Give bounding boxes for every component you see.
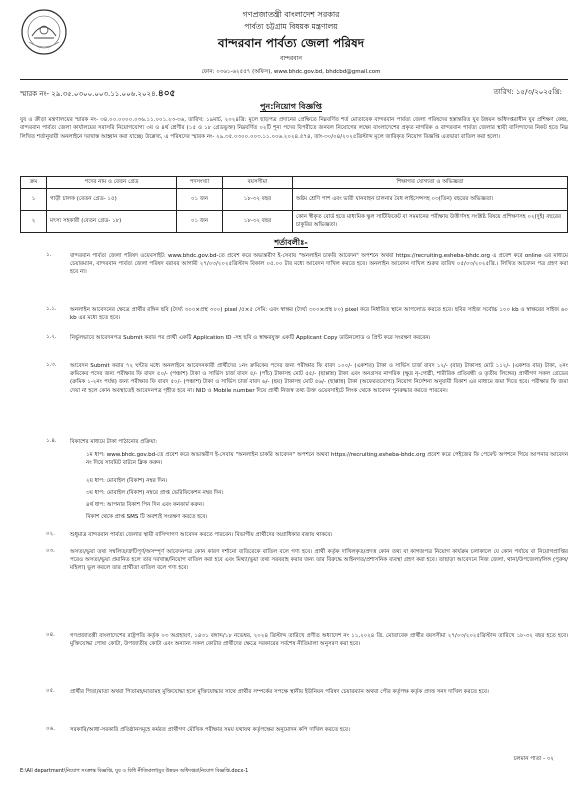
vacancy-table-header (21, 177, 568, 189)
condition-text: অনলাইন আবেদনের ক্ষেত্রে প্রার্থীর রঙ্গিন ছবি (দৈর্ঘ্য ৩০০×প্রস্থ ৩০০) pixel /৫×৫ সেমি: এবং স্বাক্ষর (দৈর্ঘ্য ৩০০×প্রস্থ ৮০) pixel করে নির্ধারিত স্থানে আপলোড করতে হবে। ছবির সাইজ সর্বোচ্চ ১০০ kb ও স্বাক্ষরের সাইজ ৬০ kb এর মধ্যে হতে হবে। (70, 307, 568, 322)
col-post: পদের নাম ও বেতন গ্রেড (47, 177, 177, 189)
payment-step: ২য় ধাপ: মোবাইল (বিকাশ) নম্বর দিন। (86, 478, 168, 484)
condition-number: ০২. (46, 531, 55, 537)
condition-number: ০৩. (46, 548, 55, 554)
footer-file-path: E:\All department\নিয়োগ সংক্রান্ত বিজ্ঞপ্তি, যুব ও বিধি নীতিমালা\যুব উন্নয়ন অধিদপ্তর\নিয়োগ বিজ্ঞপ্তি.docx-1 (20, 768, 249, 774)
memo-date (494, 86, 562, 98)
payment-step: বিকাশ থেকে প্রাপ্ত SMS টি অবশ্যই সংরক্ষণ করতে হবে। (86, 514, 208, 520)
condition-number: ০৪. (46, 632, 55, 638)
condition-number: ১.২. (46, 334, 57, 340)
table-row: ২ মৎস্য সহকারী (বেতন গ্রেড- ১৮) ০১ জন ১৮-৩২ বছর কোন স্বীকৃত বোর্ড হতে মাধ্যমিক স্কুল সার্টিফিকেট বা সমমানের পরীক্ষায় উত্তীর্ণসহ সংশ্লিষ্ট বিষয়ে প্রশিক্ষণসহ ০২(দুই) বছরের চাকুরির অভিজ্ঞতা। (21, 211, 568, 233)
header-council: বান্দরবান পার্বত্য জেলা পরিষদ (217, 36, 365, 50)
header-location: বান্দরবান (280, 55, 302, 62)
condition-text: বান্দরবান পার্বত্য জেলা পরিষদ ওয়েবসাইট: www.bhdc.gov.bd-তে প্রবেশ করে অভ্যন্তরীণ ই-সেবায় "অনলাইন চাকরি আবেদন" অপশনে অথবা https://recruiting.esheba-bhdc.org এ প্রবেশ করে online এর মাধ্যমে চেয়ারম্যান, বান্দরবান পার্বত্য জেলা পরিষদ বরাবর আগামী ২৭/০৩/২০২৫খ্রিস্টাব্দ বিকাল ০৫.০০ টার মধ্যে আবেদন দাখিল করতে হবে। অনলাইন আবেদন দাখিল শুরুর তারিখ ০৫/০৩/২০২৫খ্রি.। লিখিত আবেদন পত্র গ্রহণ করা হবে না। (70, 253, 568, 276)
condition-text: আবেদন Submit করার ৭২ ঘন্টার মধ্যে অনলাইনে আবেদনকারী প্রার্থীদের ১নং ক্রমিকের পদের জন্য পরীক্ষার ফি বাবদ ১০০/- (একশত) টাকা ও সার্ভিস চার্জ বাবদ ১২/- (বার) টাকাসহ মোট ১১২/- (একশত বার) টাকা, ২নং ক্রমিকের পদের জন্য পরীক্ষার ফি বাবদ ৫০/- (পঞ্চাশ) টাকা ও সার্ভিস চার্জ বাবদ ৫/- (পাঁচ) টাকাসহ মোট ৫৫/- (ছাপ্পান্ন) টাকা এবং অনগ্রসর নাগরিক (ক্ষুদ্র নৃ-গোষ্ঠী, শারীরিক প্রতিবন্ধী ও তৃতীয় লিঙ্গের) প্রার্থীগণ সকল গ্রেডের (ক্রমিক ১-২নং পর্যন্ত) জন্য পরীক্ষার ফি বাবদ ৫০/- (পঞ্চাশ) টাকা ও সার্ভিস চার্জ বাবদ ৬/- (ছয়) টাকাসহ মোট ৫৬/- (ছাপ্পান্ন) টাকা (অফেরতযোগ্য) নিয়োগ নির্দেশনা অনুযায়ী বিকাশ এর মাধ্যমে জমা দিতে হবে। পরীক্ষার ফি জমা দেয়া না হলে কোন অবস্থাতেই আবেদনপত্র গৃহীত হবে না। NID ও Mobile number দিয়ে প্রার্থী নিজস্ব তথ্য উক্ত ওয়েবসাইটে লিংক থেকে আবেদন পুনরুদ্ধার করতে পারবেন। (70, 363, 568, 394)
col-count: পদসংখ্যা (177, 177, 223, 189)
col-serial: ক্রম (21, 177, 47, 189)
condition-text: সরকারি/আধা-সরকারি প্রতিষ্ঠানসমূহে কর্মরত প্রার্থীগণ মৌখিক পরীক্ষার সময় যথাযথ কর্তৃপক্ষের অনুমোদন কপি দাখিল করতে হবে। (70, 727, 350, 733)
memo-number (20, 86, 175, 101)
payment-step: ১ম ধাপ: www.bhdc.gov.bd-তে প্রবেশ করে অভ্যন্তরীণ ই-সেবায় "অনলাইন চাকরি আবেদন" অপশনে অথবা https://recruiting.esheba-bhdc.org প্রবেশ করে পেইজের ফি পেমেন্ট অপশনে গিয়ে আপনার আবেদন নং দিয়ে সাবমিট বাটনে ক্লিক করুন। (86, 452, 568, 467)
memo-handwritten-number: ৪০৫ (157, 89, 176, 99)
header-divider (20, 79, 568, 80)
condition-text: বিকাশের মাধ্যমে টাকা পাঠানোর প্রক্রিয়া: (70, 439, 158, 445)
intro-paragraph: যুব ও ক্রীড়া মন্ত্রণালয়ের স্মারক নং- ৩৪.০০.০০০০.০৩৬.১১.০০১.২৩-৩৬, তারিখ: ১৯মার্চ, ২০২৪খ্রি: মূলে ছাড়পত্র প্রদানের প্রেক্ষিতে নিম্নবর্ণিত শর্ত মোতাবেক বান্দরবান পার্বত্য জেলা পরিষদের হস্তান্তরিত যুব উন্নয়ন অধিদপ্তরাধীন যুব প্রশিক্ষণ কেন্দ্র, বান্দরবান পার্বত্য জেলা কার্যালয়ের সরাসরি নিয়োগযোগ্য ৩য় ও ৪র্থ শ্রেণীর (১৫ ও ১৮ গ্রেডভুক্ত) নিম্নবর্ণিত ০২টি শূন্য পদের বিপরীতে জনবল নিয়োগের লক্ষ্যে বাংলাদেশের প্রকৃত নাগরিক ও বান্দরবান পার্বত্য জেলার স্থায়ী বাসিন্দাদের নিকট হতে নিম্ন লিখিত শর্তানুযায়ী অনলাইনে দরখাস্ত আহ্বান করা যাচ্ছে। উল্লেখ্য, এ পরিষদের স্মারক নং- ২৯.৩৫.০৩০০.০০৩.১১.০০৬.২০২৪.৫৭৪, তাং-৩০/০৪/২০২৫খ্রিস্টাব্দ মূলে জারিকৃত নিয়োগ বিজ্ঞপ্তি এতদ্বারা বাতিল করা হলো। (20, 117, 568, 140)
conditions-title: শর্তাবলীঃ- (274, 238, 308, 247)
date-label: তারিখ: (493, 88, 514, 96)
condition-number: ১.৪. (46, 438, 57, 444)
condition-number: ১.১. (46, 306, 57, 312)
header-contact: ফোন: ০৩৬১-৬২৫৫৭ (অফিস), www.bhdc.gov.bd, bhdcbd@gmail.com (201, 69, 381, 75)
col-age: বয়সসীমা (223, 177, 293, 189)
condition-number: ০৬. (46, 726, 55, 732)
payment-step: ৪র্থ ধাপ: আপনার বিকাশ পিন দিন এবং কনফার্ম করুন। (86, 502, 204, 508)
notice-title: পুন:নিয়োগ বিজ্ঞপ্তি (259, 102, 322, 111)
payment-step: ৩য় ধাপ: মোবাইল (বিকাশ) নম্বরে প্রাপ্ত ভেরিফিকেশন নম্বর দিন। (86, 490, 224, 496)
table-row: ১ গাড়ী চালক (বেতন গ্রেড- ১৫) ০১ জন ১৮-৩২ বছর অষ্টম শ্রেণি পাশ এবং ভারী যানবাহন চালনার বৈধ লাইসেন্সসহ ০৩(তিন) বছরের অভিজ্ঞতা। (21, 189, 568, 211)
condition-text: অসত্য/ভুয়া তথ্য সম্বলিত/ত্রুটিপূর্ণ/অসম্পূর্ণ আবেদনপত্র কোন কারণ দর্শানো ব্যতিরেকে বাতিল বলে গণ্য হবে। প্রার্থী কর্তৃক দাখিলকৃত/প্রদত্ত কোন তথ্য বা কাগজপত্র নিয়োগ কার্যক্রম চলাকালে যে কোন পর্যায়ে বা নিয়োগপ্রাপ্তির পরেও অসত্য/ভুয়া প্রমানিত হলে তার দরখাস্ত/নিয়োগ বাতিল করা হবে এবং মিথ্যা/ভুয়া তথ্য সরবরাহ করার জন্য তার বিরুদ্ধে আইনগত/প্রশাসনিক ব্যবস্থা গ্রহণ করা হবে। তাছাড়া আবেদনে নিজ জেলা, থানা/উপজেলা/লিঙ্গ (পুরুষ/মহিলা) ভুল করলে তার প্রার্থীতা বাতিল বলে গণ্য হবে। (70, 549, 568, 572)
condition-text: নির্ভুলভাবে আবেদনপত্র Submit করার পর প্রার্থী একটি Application ID -সহ ছবি ও স্বাক্ষরযুক্ত একটি Applicant Copy ডাউনলোড ও প্রিন্ট করে সংরক্ষণ করবেন। (70, 335, 431, 341)
header-ministry: পার্বত্য চট্টগ্রাম বিষয়ক মন্ত্রণালয় (244, 22, 338, 31)
condition-text: গণপ্রজাতন্ত্রী বাংলাদেশের রাষ্ট্রপতি কর্তৃক ০৩ অগ্রহায়ণ, ১৪৩১ বঙ্গাব্দ/১৮ নভেম্বর, ২০২৪ খ্রিস্টাব্দ তারিখে প্রণীত অধ্যাদেশ নং ১১,২০২৪ খ্রি. মোতাবেক প্রার্থীর বয়সসীমা ২৭/০৩/২০২৫খ্রিস্টাব্দ তারিখে ১৮-৩২ বছর হতে হবে। মুক্তিযোদ্ধা পোষ্য কোটা, উপজাতীয় কোটা এবং অন্যান্য সকল কোটার প্রার্থীদের ক্ষেত্রে সরকারের সর্বশেষ নীতিমালা অনুসরণ করা হবে। (70, 633, 568, 648)
header-govt: গণপ্রজাতন্ত্রী বাংলাদেশ সরকার (242, 10, 340, 19)
date-value: ১৫/৩/২০২৫খ্রি: (515, 88, 562, 96)
condition-number: ১.৩. (46, 362, 57, 368)
condition-number: ০৫. (46, 688, 55, 694)
condition-text: শুধুমাত্র বান্দরবান পার্বত্য জেলার স্থায়ী বাসিন্দাগণ আবেদন করতে পারবেন। বিভাগীয় প্রার্থীদের অগ্রাধিকার বজায় থাকবে। (70, 532, 333, 538)
memo-label: স্মারক নং- ২৯.৩৫.০৩০০.০০৩.১১.০০৬.২০২৪. (20, 90, 158, 98)
col-qualification: শিক্ষাগত যোগ্যতা ও অভিজ্ঞতা (293, 177, 568, 189)
condition-text: প্রার্থীর পিতা/মাতা অথবা পিতামহ/মাতামহ মুক্তিযোদ্ধা হলে মুক্তিযোদ্ধার সাথে প্রার্থীর সম্পর্কের সপক্ষে স্থানীয় ইউনিয়ন পরিষদ চেয়ারম্যান অথবা পৌর কর্তৃপক্ষ কর্তৃক প্রদত্ত সনদ দাখিল করতে হবে। (70, 689, 489, 695)
vacancy-table (20, 176, 568, 233)
continued-page-note: চলমান পাতা - ০২ (513, 756, 554, 762)
condition-number: ১. (46, 252, 52, 258)
